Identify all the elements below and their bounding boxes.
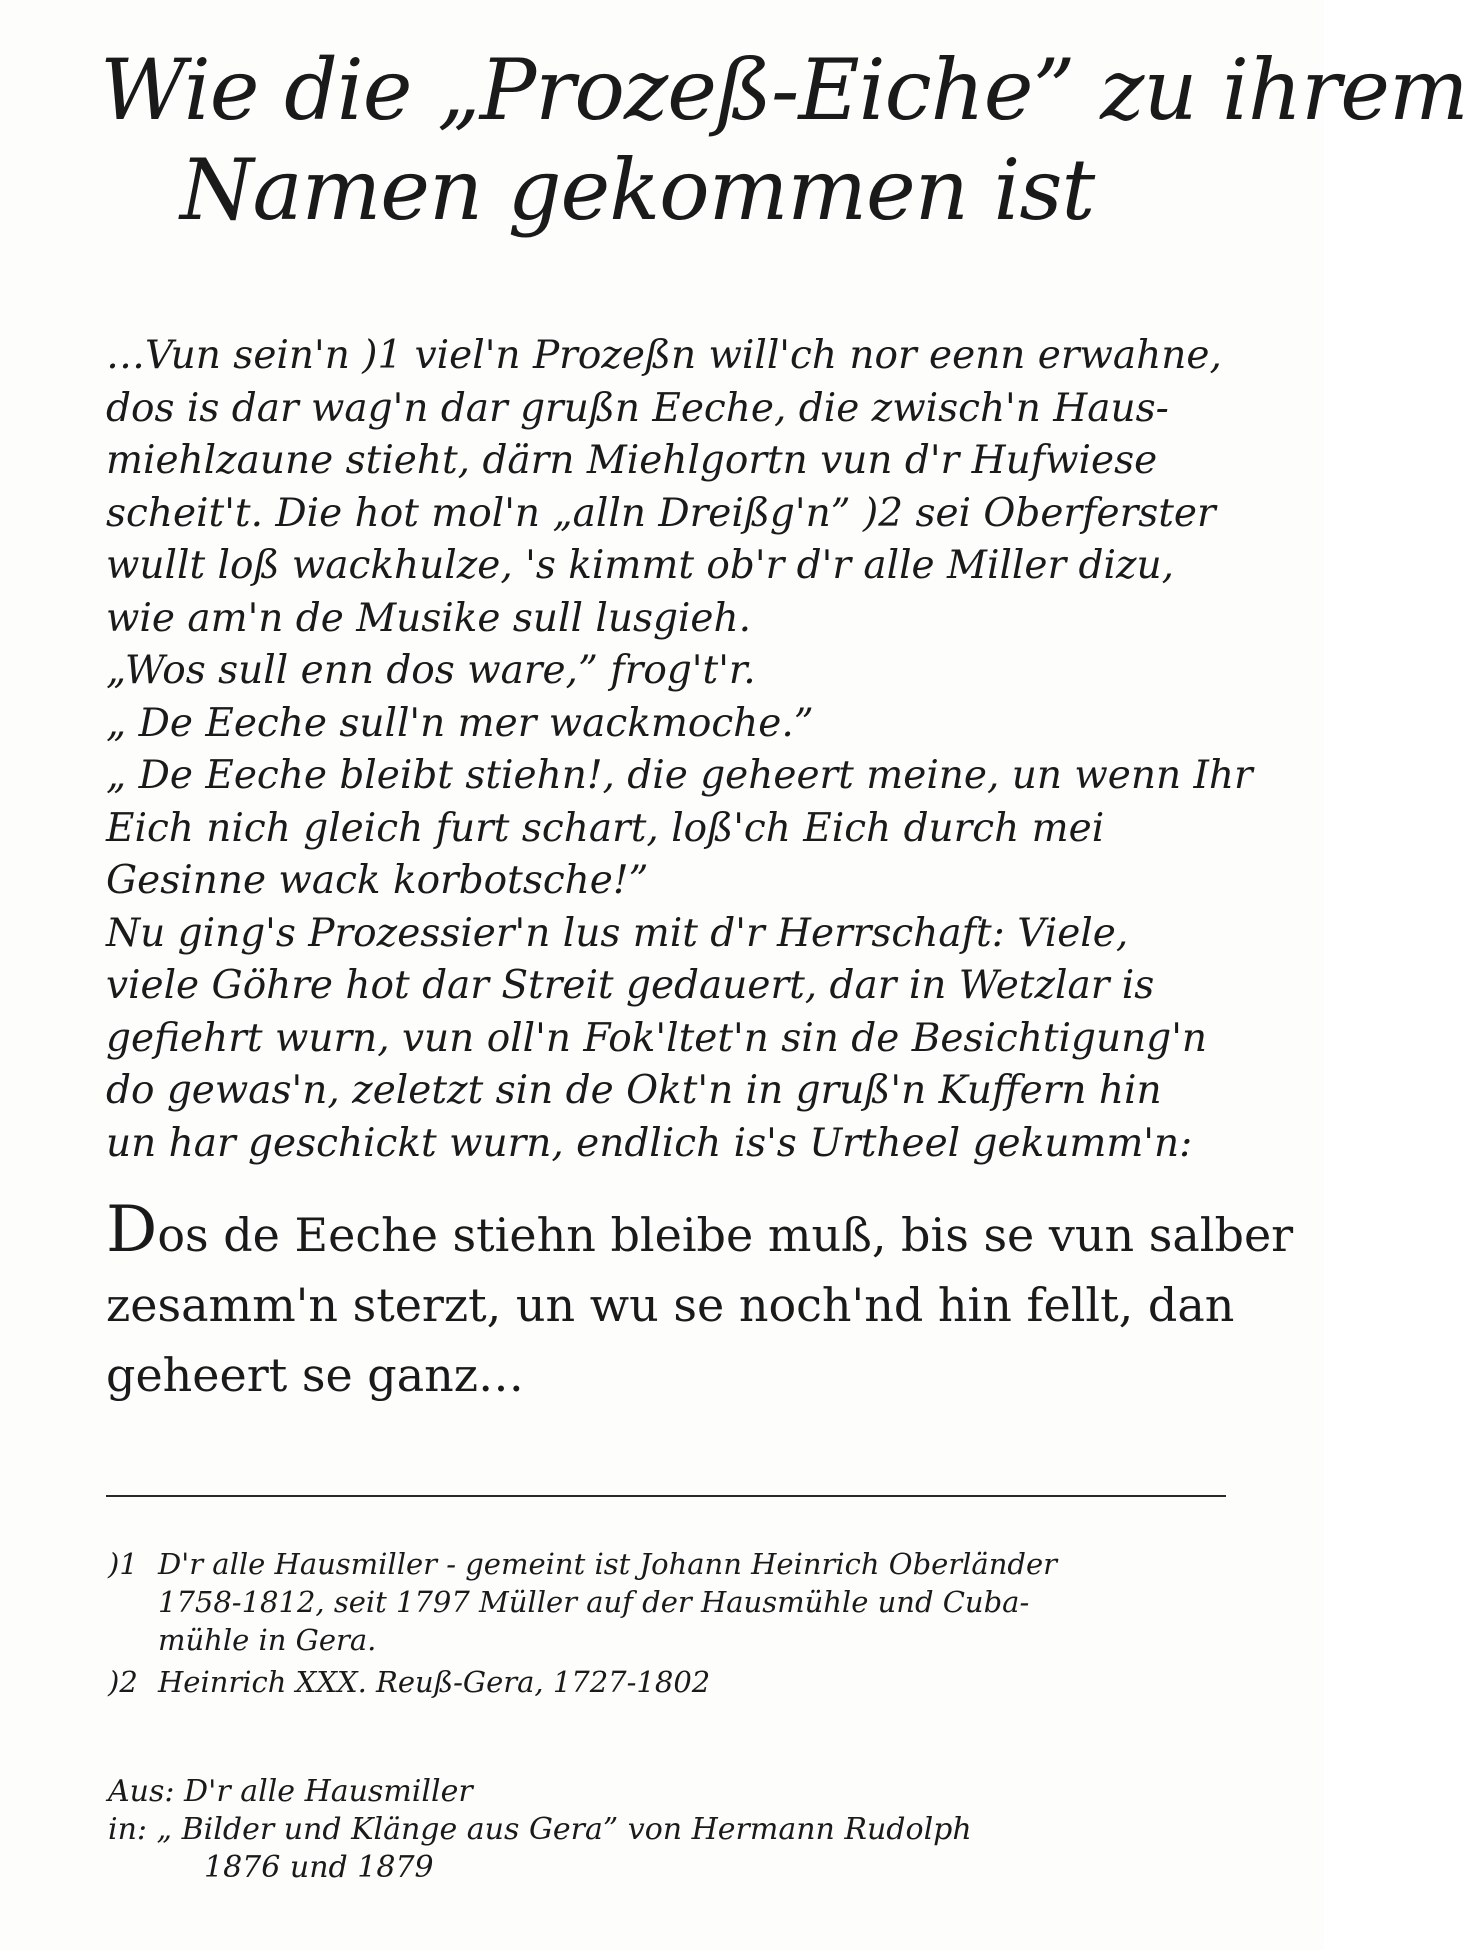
story-line: un har geschickt wurn, endlich is's Urtheel gekumm'n: bbox=[106, 1120, 1193, 1166]
footnote-divider bbox=[106, 1495, 1226, 1497]
footnote-line: D'r alle Hausmiller - gemeint ist Johann Heinrich Oberländer bbox=[158, 1547, 1057, 1581]
verdict-line-1 bbox=[106, 1193, 1294, 1270]
verdict-line-3: geheert se ganz… bbox=[106, 1348, 525, 1402]
verdict-line-2: zesamm'n sterzt, un wu se noch'nd hin fellt, dan bbox=[106, 1278, 1235, 1332]
footnotes bbox=[108, 1545, 1228, 1705]
source-line-2: in: „ Bilder und Klänge aus Gera” von Hermann Rudolph bbox=[108, 1812, 972, 1847]
title-line-2: Namen gekommen ist bbox=[180, 141, 1095, 239]
title-line-1: Wie die „Prozeß-Eiche” zu ihrem bbox=[100, 41, 1468, 139]
footnote-line: Heinrich XXX. Reuß-Gera, 1727-1802 bbox=[158, 1665, 711, 1699]
story-line: wullt loß wackhulze, 's kimmt ob'r d'r alle Miller dizu, bbox=[106, 543, 1175, 588]
verdict-line-1-text: os de Eeche stiehn bleibe muß, bis se vun salber bbox=[157, 1208, 1294, 1262]
verdict-text bbox=[106, 1193, 1294, 1410]
story-line: do gewas'n, zeletzt sin de Okt'n in gruß'n Kuffern hin bbox=[106, 1068, 1162, 1113]
story-line: …Vun sein'n )1 viel'n Prozeßn will'ch nor eenn erwahne, bbox=[106, 333, 1222, 378]
source-line-1: Aus: D'r alle Hausmiller bbox=[108, 1774, 473, 1809]
story-line: Eich nich gleich furt schart, loß'ch Eich durch mei bbox=[106, 805, 1105, 851]
footnote-line: 1758-1812, seit 1797 Müller auf der Hausmühle und Cuba- bbox=[158, 1585, 1030, 1619]
source-citation bbox=[108, 1773, 1228, 1887]
story-line: „ De Eeche bleibt stiehn!, die geheert meine, un wenn Ihr bbox=[106, 753, 1253, 798]
source-line-3: 1876 und 1879 bbox=[204, 1850, 434, 1885]
page-title bbox=[100, 40, 1468, 240]
footnote-marker: )1 bbox=[108, 1547, 138, 1581]
story-line: „ De Eeche sull'n mer wackmoche.” bbox=[106, 700, 814, 746]
story-line: Nu ging's Prozessier'n lus mit d'r Herrschaft: Viele, bbox=[106, 910, 1129, 956]
story-line: miehlzaune stieht, därn Miehlgortn vun d'r Hufwiese bbox=[106, 438, 1158, 483]
footnote-2 bbox=[108, 1663, 1228, 1701]
story-line: Gesinne wack korbotsche!” bbox=[106, 858, 649, 903]
footnote-1 bbox=[108, 1545, 1228, 1659]
story-line: gefiehrt wurn, vun oll'n Fok'ltet'n sin de Besichtigung'n bbox=[106, 1015, 1208, 1061]
story-line: scheit't. Die hot mol'n „alln Dreißg'n” )2 sei Oberferster bbox=[106, 490, 1216, 536]
verdict-initial: D bbox=[106, 1193, 158, 1267]
story-line: viele Göhre hot dar Streit gedauert, dar in Wetzlar is bbox=[106, 963, 1155, 1008]
footnote-marker: )2 bbox=[108, 1665, 138, 1699]
story-text bbox=[106, 330, 1253, 1170]
footnote-line: mühle in Gera. bbox=[158, 1623, 377, 1657]
story-line: wie am'n de Musike sull lusgieh. bbox=[106, 595, 752, 641]
story-line: dos is dar wag'n dar grußn Eeche, die zwisch'n Haus- bbox=[106, 385, 1169, 431]
story-line: „Wos sull enn dos ware,” frog't'r. bbox=[106, 648, 756, 693]
